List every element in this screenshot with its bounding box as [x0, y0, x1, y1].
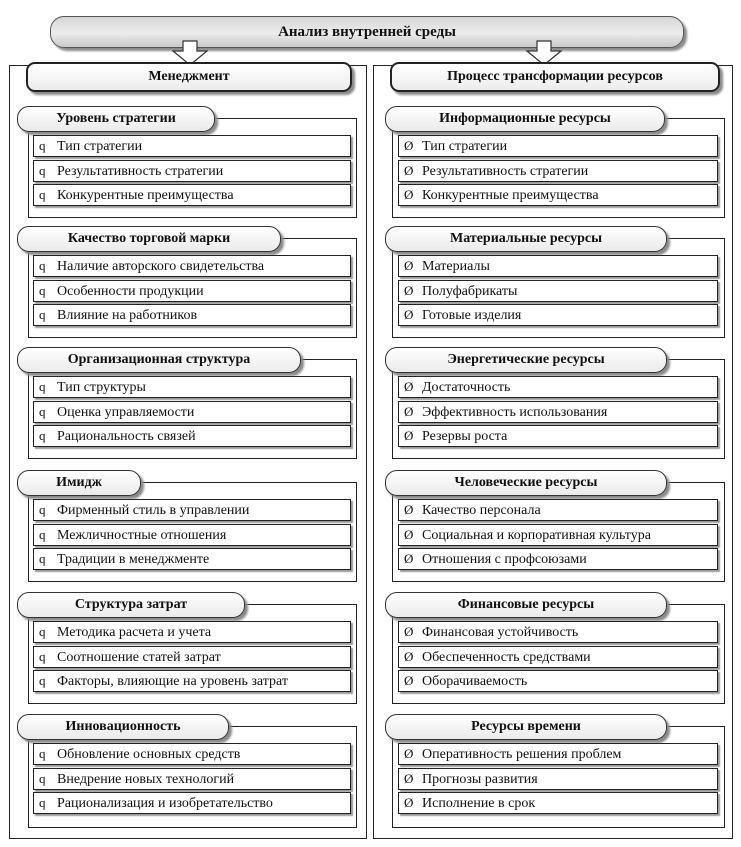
list-item-label: Качество персонала	[422, 503, 541, 518]
resources-list-item	[398, 184, 718, 206]
bullet-icon: Ø	[404, 502, 414, 517]
resources-header: Процесс трансформации ресурсов	[390, 62, 720, 92]
list-item-label: Межличностные отношения	[57, 527, 227, 543]
management-section-title: Структура затрат	[17, 592, 245, 618]
management-header: Менеджмент	[26, 62, 352, 92]
list-item-label: Методика расчета и учета	[57, 625, 212, 640]
list-item-label: Готовые изделия	[422, 308, 522, 323]
bullet-icon: q	[39, 403, 46, 419]
list-item-label: Тип стратегии	[57, 139, 143, 154]
management-section-title: Качество торговой марки	[17, 226, 281, 252]
management-section-title: Имидж	[17, 470, 141, 496]
resources-list-item	[398, 524, 718, 546]
resources-list-item	[398, 255, 718, 277]
list-item-label: Рационализация и изобретательство	[57, 796, 273, 811]
management-list-item	[33, 499, 351, 521]
diagram-title: Анализ внутренней среды	[50, 16, 684, 48]
resources-list-item	[398, 376, 718, 398]
bullet-icon: q	[39, 795, 46, 810]
bullet-icon: Ø	[404, 648, 414, 664]
management-list-item	[33, 425, 351, 447]
list-item-label: Фирменный стиль в управлении	[57, 503, 250, 518]
bullet-icon: q	[39, 138, 46, 153]
bullet-icon: q	[39, 282, 46, 298]
bullet-icon: Ø	[404, 403, 414, 419]
bullet-icon: Ø	[404, 428, 414, 443]
management-list-item	[33, 524, 351, 546]
resources-section-title: Энергетические ресурсы	[385, 347, 667, 373]
management-list-item	[33, 401, 351, 423]
bullet-icon: Ø	[404, 551, 414, 566]
bullet-icon: q	[39, 187, 46, 202]
management-list-item	[33, 548, 351, 570]
bullet-icon: q	[39, 162, 46, 178]
bullet-icon: q	[39, 502, 46, 517]
list-item-label: Рациональность связей	[57, 429, 196, 444]
list-item-label: Тип структуры	[57, 380, 146, 395]
bullet-icon: q	[39, 673, 46, 688]
list-item-label: Обеспеченность средствами	[422, 649, 591, 665]
list-item-label: Традиции в менеджменте	[57, 552, 210, 567]
bullet-icon: Ø	[404, 379, 414, 394]
bullet-icon: Ø	[404, 282, 414, 298]
bullet-icon: Ø	[404, 258, 414, 273]
management-list-item	[33, 376, 351, 398]
management-list-item	[33, 184, 351, 206]
resources-section-title: Материальные ресурсы	[385, 226, 667, 252]
management-list-item	[33, 621, 351, 643]
list-item-label: Оперативность решения проблем	[422, 747, 622, 762]
resources-section-title: Человеческие ресурсы	[385, 470, 667, 496]
list-item-label: Влияние на работников	[57, 308, 198, 323]
bullet-icon: Ø	[404, 162, 414, 178]
resources-list-item	[398, 280, 718, 302]
list-item-label: Эффективность использования	[422, 404, 608, 420]
resources-list-item	[398, 425, 718, 447]
list-item-label: Результативность стратегии	[422, 163, 589, 179]
bullet-icon: Ø	[404, 746, 414, 761]
list-item-label: Наличие авторского свидетельства	[57, 259, 265, 274]
resources-list-item	[398, 621, 718, 643]
list-item-label: Результативность стратегии	[57, 163, 224, 179]
bullet-icon: q	[39, 526, 46, 542]
list-item-label: Факторы, влияющие на уровень затрат	[57, 674, 288, 689]
bullet-icon: Ø	[404, 138, 414, 153]
resources-list-item	[398, 670, 718, 692]
resources-list-item	[398, 548, 718, 570]
management-list-item	[33, 160, 351, 182]
list-item-label: Внедрение новых технологий	[57, 771, 235, 787]
list-item-label: Достаточность	[422, 380, 511, 395]
list-item-label: Обновление основных средств	[57, 747, 241, 762]
bullet-icon: Ø	[404, 624, 414, 639]
bullet-icon: q	[39, 379, 46, 394]
bullet-icon: q	[39, 428, 46, 443]
bullet-icon: q	[39, 551, 46, 566]
management-list-item	[33, 135, 351, 157]
management-list-item	[33, 280, 351, 302]
list-item-label: Оценка управляемости	[57, 404, 195, 420]
management-section-title: Уровень стратегии	[17, 106, 215, 132]
bullet-icon: Ø	[404, 795, 414, 810]
management-section-title: Организационная структура	[17, 347, 301, 373]
list-item-label: Конкурентные преимущества	[57, 188, 234, 203]
list-item-label: Соотношение статей затрат	[57, 649, 221, 665]
list-item-label: Оборачиваемость	[422, 674, 528, 689]
resources-list-item	[398, 160, 718, 182]
resources-list-item	[398, 646, 718, 668]
bullet-icon: q	[39, 624, 46, 639]
bullet-icon: q	[39, 307, 46, 322]
resources-list-item	[398, 743, 718, 765]
management-list-item	[33, 304, 351, 326]
management-list-item	[33, 768, 351, 790]
management-list-item	[33, 646, 351, 668]
bullet-icon: q	[39, 648, 46, 664]
bullet-icon: Ø	[404, 770, 414, 786]
bullet-icon: Ø	[404, 187, 414, 202]
list-item-label: Особенности продукции	[57, 283, 204, 299]
resources-list-item	[398, 135, 718, 157]
management-list-item	[33, 743, 351, 765]
management-list-item	[33, 255, 351, 277]
list-item-label: Финансовая устойчивость	[422, 625, 579, 640]
bullet-icon: q	[39, 258, 46, 273]
bullet-icon: q	[39, 746, 46, 761]
list-item-label: Социальная и корпоративная культура	[422, 527, 651, 543]
resources-list-item	[398, 304, 718, 326]
bullet-icon: Ø	[404, 307, 414, 322]
resources-list-item	[398, 768, 718, 790]
resources-section-title: Информационные ресурсы	[385, 106, 665, 132]
list-item-label: Исполнение в срок	[422, 796, 536, 811]
list-item-label: Материалы	[422, 259, 490, 274]
management-section-title: Инновационность	[17, 714, 229, 740]
list-item-label: Прогнозы развития	[422, 771, 538, 787]
resources-section-title: Финансовые ресурсы	[385, 592, 667, 618]
bullet-icon: Ø	[404, 526, 414, 542]
list-item-label: Отношения с профсоюзами	[422, 552, 587, 567]
management-list-item	[33, 670, 351, 692]
resources-list-item	[398, 401, 718, 423]
bullet-icon: Ø	[404, 673, 414, 688]
resources-list-item	[398, 499, 718, 521]
list-item-label: Конкурентные преимущества	[422, 188, 599, 203]
list-item-label: Тип стратегии	[422, 139, 508, 154]
resources-list-item	[398, 792, 718, 814]
bullet-icon: q	[39, 770, 46, 786]
management-list-item	[33, 792, 351, 814]
list-item-label: Полуфабрикаты	[422, 283, 518, 299]
list-item-label: Резервы роста	[422, 429, 508, 444]
resources-section-title: Ресурсы времени	[385, 714, 667, 740]
